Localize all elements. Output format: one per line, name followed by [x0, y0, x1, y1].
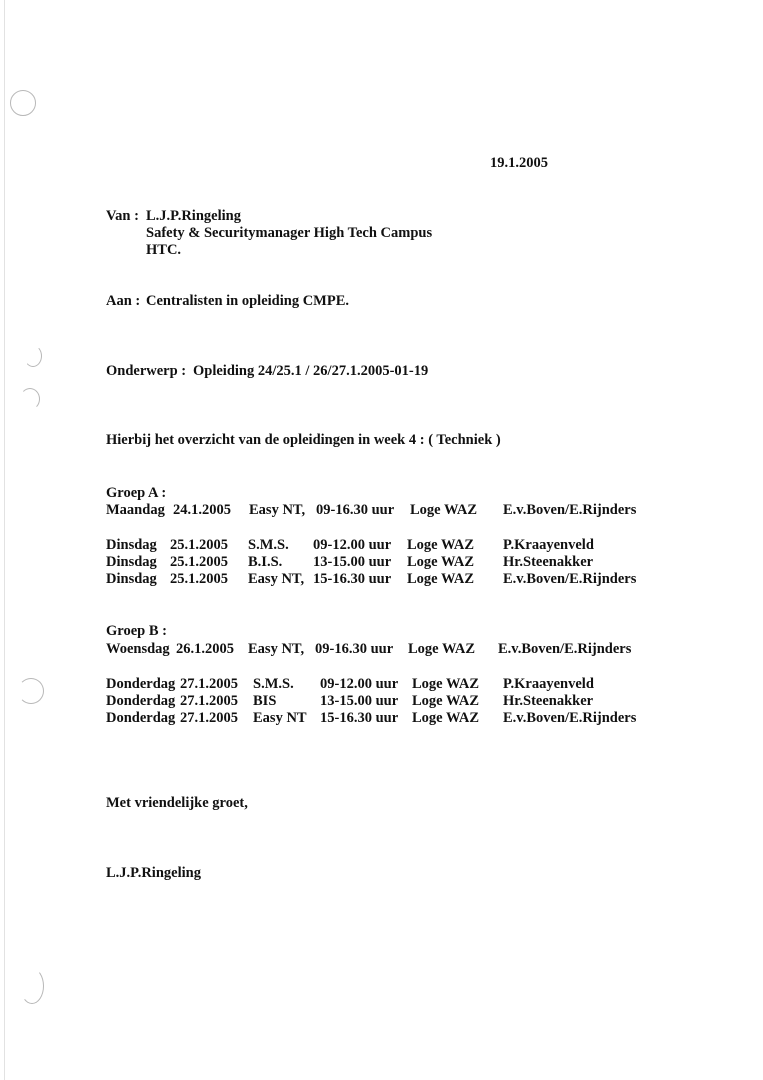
schedule-row — [0, 536, 763, 554]
row-trainer: E.v.Boven/E.Rijnders — [503, 710, 637, 726]
to-label: Aan : — [106, 293, 141, 309]
from-label: Van : — [106, 208, 139, 224]
row-location: Loge WAZ — [412, 676, 480, 692]
row-course: BIS — [253, 693, 277, 709]
row-date: 27.1.2005 — [180, 693, 238, 709]
row-location: Loge WAZ — [412, 710, 480, 726]
row-date: 24.1.2005 — [173, 502, 231, 518]
schedule-row — [0, 709, 763, 727]
row-day: Dinsdag — [106, 537, 157, 553]
row-date: 25.1.2005 — [170, 571, 228, 587]
row-location: Loge WAZ — [410, 502, 478, 518]
row-course: Easy NT, — [248, 571, 305, 587]
row-date: 27.1.2005 — [180, 710, 238, 726]
punch-hole-mark — [24, 345, 42, 367]
row-time: 09-12.00 uur — [320, 676, 399, 692]
from-org: HTC. — [146, 242, 182, 258]
signature-name: L.J.P.Ringeling — [106, 865, 201, 881]
row-course: Easy NT, — [249, 502, 306, 518]
row-day: Donderdag — [106, 693, 176, 709]
schedule-row — [0, 570, 763, 588]
to-value: Centralisten in opleiding CMPE. — [146, 293, 350, 309]
row-course: S.M.S. — [248, 537, 289, 553]
row-day: Maandag — [106, 502, 165, 518]
row-date: 25.1.2005 — [170, 554, 228, 570]
punch-hole-mark — [10, 90, 36, 116]
row-date: 27.1.2005 — [180, 676, 238, 692]
row-trainer: E.v.Boven/E.Rijnders — [503, 571, 637, 587]
subject-label: Onderwerp : — [106, 363, 187, 379]
row-day: Dinsdag — [106, 571, 157, 587]
row-trainer: P.Kraayenveld — [503, 676, 594, 692]
row-time: 15-16.30 uur — [313, 571, 392, 587]
schedule-row — [0, 692, 763, 710]
row-course: S.M.S. — [253, 676, 294, 692]
schedule-row — [0, 501, 763, 519]
row-time: 09-16.30 uur — [316, 502, 395, 518]
row-location: Loge WAZ — [412, 693, 480, 709]
row-location: Loge WAZ — [407, 571, 475, 587]
group-heading: Groep A : — [106, 485, 167, 501]
row-day: Woensdag — [106, 641, 170, 657]
intro-text: Hierbij het overzicht van de opleidingen in week 4 : ( Techniek ) — [106, 432, 501, 448]
row-day: Donderdag — [106, 676, 176, 692]
row-date: 25.1.2005 — [170, 537, 228, 553]
row-course: B.I.S. — [248, 554, 283, 570]
row-trainer: Hr.Steenakker — [503, 693, 594, 709]
row-day: Dinsdag — [106, 554, 157, 570]
row-time: 13-15.00 uur — [313, 554, 392, 570]
schedule-row — [0, 640, 763, 658]
from-title: Safety & Securitymanager High Tech Campus — [146, 225, 433, 241]
row-trainer: E.v.Boven/E.Rijnders — [498, 641, 632, 657]
row-location: Loge WAZ — [408, 641, 476, 657]
row-day: Donderdag — [106, 710, 176, 726]
row-trainer: E.v.Boven/E.Rijnders — [503, 502, 637, 518]
letter-date: 19.1.2005 — [490, 155, 548, 171]
row-location: Loge WAZ — [407, 537, 475, 553]
closing-text: Met vriendelijke groet, — [106, 795, 248, 811]
row-time: 09-16.30 uur — [315, 641, 394, 657]
row-time: 09-12.00 uur — [313, 537, 392, 553]
row-location: Loge WAZ — [407, 554, 475, 570]
from-name: L.J.P.Ringeling — [146, 208, 241, 224]
row-trainer: P.Kraayenveld — [503, 537, 594, 553]
schedule-row — [0, 553, 763, 571]
punch-hole-mark — [20, 968, 44, 1004]
row-time: 15-16.30 uur — [320, 710, 399, 726]
punch-hole-mark — [20, 388, 40, 410]
group-heading: Groep B : — [106, 623, 167, 639]
subject-value: Opleiding 24/25.1 / 26/27.1.2005-01-19 — [193, 363, 429, 379]
row-course: Easy NT — [253, 710, 307, 726]
row-time: 13-15.00 uur — [320, 693, 399, 709]
row-course: Easy NT, — [248, 641, 305, 657]
row-date: 26.1.2005 — [176, 641, 234, 657]
schedule-row — [0, 675, 763, 693]
row-trainer: Hr.Steenakker — [503, 554, 594, 570]
